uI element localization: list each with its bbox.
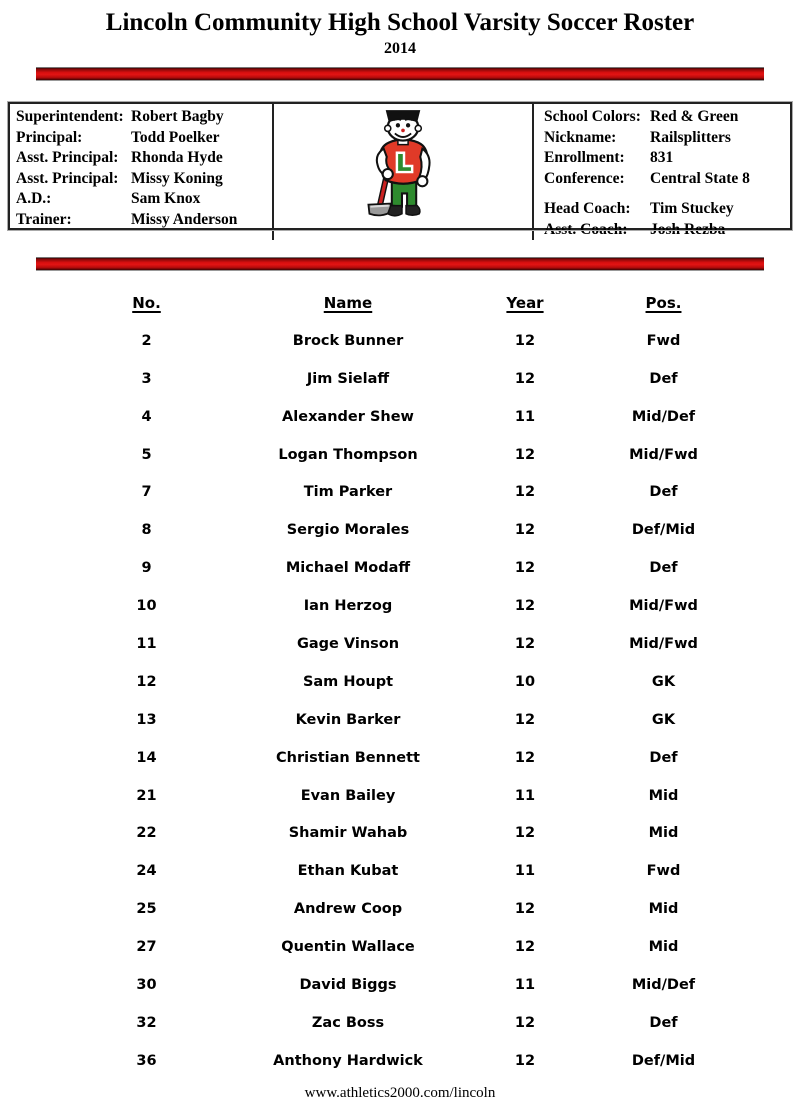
player-year: 12 xyxy=(514,598,536,615)
player-no: 3 xyxy=(141,370,152,387)
info-value: Railsplitters xyxy=(650,128,731,146)
info-value: Sam Knox xyxy=(131,190,201,207)
info-row xyxy=(16,128,266,149)
player-year: 12 xyxy=(514,711,536,728)
player-year: 12 xyxy=(514,1014,536,1031)
player-year: 12 xyxy=(514,635,536,652)
info-value: Missy Koning xyxy=(131,169,223,187)
player-no: 11 xyxy=(136,635,157,652)
info-label xyxy=(544,189,650,199)
info-value: Josh Rezba xyxy=(650,220,726,238)
player-year: 12 xyxy=(514,370,536,387)
school-facts-box xyxy=(532,104,794,240)
player-no: 9 xyxy=(141,560,152,577)
player-name: Christian Bennett xyxy=(275,749,420,766)
player-pos: Def xyxy=(649,370,678,387)
player-pos: Mid xyxy=(648,825,679,842)
player-pos: Fwd xyxy=(646,332,681,349)
player-pos: Def xyxy=(649,484,678,501)
player-name: Ian Herzog xyxy=(303,598,393,615)
player-no: 14 xyxy=(136,749,157,766)
player-pos: Def xyxy=(649,1014,678,1031)
info-value: 831 xyxy=(650,149,674,166)
player-name: Jim Sielaff xyxy=(306,370,390,387)
player-pos: Mid xyxy=(648,901,679,918)
info-label: Head Coach: xyxy=(544,200,631,217)
player-pos: Mid/Fwd xyxy=(629,446,698,463)
player-year: 12 xyxy=(514,446,536,463)
player-name: Anthony Hardwick xyxy=(273,1052,423,1069)
player-no: 24 xyxy=(136,863,157,880)
player-name: Tim Parker xyxy=(303,484,393,501)
player-no: 5 xyxy=(141,446,152,463)
player-name: Evan Bailey xyxy=(300,787,396,804)
info-label: Asst. Principal: xyxy=(16,169,119,187)
player-no: 36 xyxy=(136,1052,157,1069)
player-no: 4 xyxy=(141,408,152,425)
player-pos: Fwd xyxy=(646,863,681,880)
info-label: Nickname: xyxy=(544,128,617,146)
info-value: Robert Bagby xyxy=(131,108,224,125)
top-divider-bar xyxy=(36,67,764,81)
info-row xyxy=(544,128,788,149)
info-row xyxy=(16,107,266,128)
player-pos: Mid xyxy=(648,787,679,804)
column-header: Year xyxy=(506,293,544,312)
middle-divider-bar xyxy=(36,257,764,271)
info-value: Central State 8 xyxy=(650,169,750,187)
player-no: 7 xyxy=(141,484,152,501)
railsplitter-mascot-icon xyxy=(357,106,449,228)
player-year: 12 xyxy=(514,749,536,766)
info-row xyxy=(544,199,788,220)
player-year: 12 xyxy=(514,901,536,918)
player-name: Gage Vinson xyxy=(296,635,400,652)
player-name: Alexander Shew xyxy=(282,408,414,425)
info-row xyxy=(16,169,266,190)
player-name: Kevin Barker xyxy=(295,711,401,728)
info-value: Rhonda Hyde xyxy=(131,149,223,166)
player-year: 10 xyxy=(514,673,536,690)
player-pos: Def/Mid xyxy=(631,522,696,539)
roster-table xyxy=(44,284,800,1080)
player-pos: Def xyxy=(649,749,678,766)
player-no: 21 xyxy=(136,787,157,804)
player-name: Shamir Wahab xyxy=(288,825,408,842)
player-name: Quentin Wallace xyxy=(281,939,415,956)
player-pos: GK xyxy=(651,711,676,728)
mascot-cell xyxy=(272,104,532,240)
player-pos: GK xyxy=(651,673,676,690)
info-value: Missy Anderson xyxy=(131,210,238,228)
player-pos: Def xyxy=(649,560,678,577)
player-year: 12 xyxy=(514,332,536,349)
info-label: Trainer: xyxy=(16,210,72,228)
player-year: 12 xyxy=(514,484,536,501)
column-header: Pos. xyxy=(645,293,682,312)
info-row xyxy=(16,189,266,210)
player-no: 25 xyxy=(136,901,157,918)
footer-url: www.athletics2000.com/lincoln xyxy=(304,1084,496,1101)
player-name: Brock Bunner xyxy=(292,332,404,349)
info-label: Asst. Principal: xyxy=(16,149,119,166)
page-year: 2014 xyxy=(384,40,416,57)
player-year: 12 xyxy=(514,939,536,956)
player-no: 32 xyxy=(136,1014,157,1031)
player-no: 30 xyxy=(136,976,157,993)
player-no: 8 xyxy=(141,522,152,539)
player-no: 13 xyxy=(136,711,157,728)
column-header: No. xyxy=(132,293,161,312)
info-row xyxy=(16,210,266,231)
school-info-table xyxy=(8,102,792,238)
info-row xyxy=(544,169,788,190)
info-label: Enrollment: xyxy=(544,149,625,166)
page-title: Lincoln Community High School Varsity Soccer Roster xyxy=(105,9,695,36)
player-year: 11 xyxy=(514,863,536,880)
roster-page xyxy=(0,8,800,1109)
player-year: 11 xyxy=(514,787,536,804)
info-row xyxy=(544,189,788,199)
info-row xyxy=(544,220,788,241)
player-name: Ethan Kubat xyxy=(297,863,399,880)
player-pos: Def/Mid xyxy=(631,1052,696,1069)
player-pos: Mid/Def xyxy=(631,408,696,425)
player-year: 11 xyxy=(514,976,536,993)
info-label: A.D.: xyxy=(16,190,52,207)
player-year: 12 xyxy=(514,560,536,577)
player-no: 27 xyxy=(136,939,157,956)
info-value xyxy=(650,189,788,199)
player-no: 10 xyxy=(136,598,157,615)
player-year: 11 xyxy=(514,408,536,425)
player-no: 22 xyxy=(136,825,157,842)
player-name: Michael Modaff xyxy=(285,560,411,577)
info-value: Todd Poelker xyxy=(131,128,220,146)
player-year: 12 xyxy=(514,825,536,842)
info-row xyxy=(16,148,266,169)
player-name: Sergio Morales xyxy=(286,522,410,539)
player-name: Zac Boss xyxy=(311,1014,385,1031)
player-no: 2 xyxy=(141,332,152,349)
info-row xyxy=(544,107,788,128)
info-label: Superintendent: xyxy=(16,108,124,125)
info-value: Tim Stuckey xyxy=(650,200,734,217)
player-no: 12 xyxy=(136,673,157,690)
column-header: Name xyxy=(323,293,373,312)
roster-section xyxy=(0,284,800,1080)
player-pos: Mid xyxy=(648,939,679,956)
player-name: Andrew Coop xyxy=(293,901,403,918)
player-pos: Mid/Fwd xyxy=(629,598,698,615)
info-label: Principal: xyxy=(16,128,83,146)
player-pos: Mid/Def xyxy=(631,976,696,993)
player-pos: Mid/Fwd xyxy=(629,635,698,652)
player-name: David Biggs xyxy=(299,976,397,993)
info-value: Red & Green xyxy=(650,108,739,125)
info-row xyxy=(544,148,788,169)
player-year: 12 xyxy=(514,522,536,539)
staff-info-box xyxy=(10,104,272,240)
player-year: 12 xyxy=(514,1052,536,1069)
info-label: Asst. Coach: xyxy=(544,220,628,238)
player-name: Sam Houpt xyxy=(302,673,394,690)
info-label: School Colors: xyxy=(544,108,641,125)
info-label: Conference: xyxy=(544,169,625,187)
player-name: Logan Thompson xyxy=(278,446,418,463)
